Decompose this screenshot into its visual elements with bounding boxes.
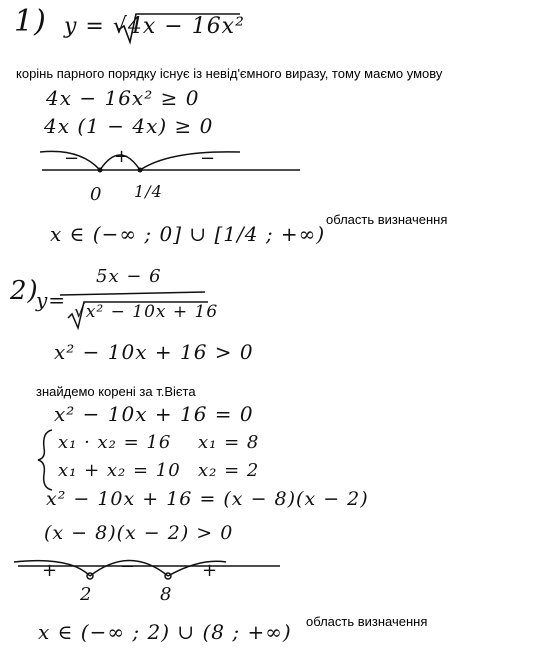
problem-number-2: 2) [10,276,39,306]
root-1: x₁ = 8 [198,432,260,453]
point-label-eight: 8 [160,584,173,605]
answer-note-1: область визначення [326,212,448,227]
fraction-bar [60,292,205,295]
sign-minus-right: − [200,148,217,169]
point-label-zero: 0 [90,184,103,205]
answer-1: x ∈ (−∞ ; 0] ∪ [1/4 ; +∞) [50,222,326,246]
fraction-denominator: √x² − 10x + 16 [74,302,219,322]
sign-minus-middle: − [120,556,137,577]
note-even-root: корінь парного порядку існує із невід'ємного виразу, тому маємо умову [16,66,443,81]
y-label-2: y= [36,288,67,312]
sign-arc-3 [140,152,240,170]
inequality-factored: (x − 8)(x − 2) > 0 [44,522,234,544]
inequality-1a: 4x − 16x² ≥ 0 [46,86,200,110]
sign-plus-middle: + [114,146,131,167]
point-marker-eight [165,573,171,579]
condition-2: x² − 10x + 16 > 0 [54,340,254,364]
point-label-two: 2 [80,584,93,605]
function-1: y = √4x − 16x² [64,14,245,39]
answer-2: x ∈ (−∞ ; 2) ∪ (8 ; +∞) [38,620,292,644]
system-line-2: x₁ + x₂ = 10 [58,460,181,481]
root-2: x₂ = 2 [198,460,260,481]
point-label-quarter: 1/4 [134,182,163,201]
answer-note-2: область визначення [306,614,428,629]
problem-number-1: 1) [14,4,47,39]
system-line-1: x₁ · x₂ = 16 [58,432,172,453]
inequality-1b: 4x (1 − 4x) ≥ 0 [44,114,214,138]
system-brace [38,430,52,490]
sign-plus-right: + [202,560,219,581]
factored-form: x² − 10x + 16 = (x − 8)(x − 2) [46,488,369,510]
equation-2: x² − 10x + 16 = 0 [54,402,254,426]
sign-plus-left: + [42,560,59,581]
point-marker-quarter [138,168,143,173]
fraction-numerator: 5x − 6 [96,266,162,287]
note-vieta: знайдемо корені за т.Вієта [36,384,196,399]
point-marker-zero [98,168,103,173]
sign-minus-left: − [64,148,81,169]
point-marker-two [87,573,93,579]
